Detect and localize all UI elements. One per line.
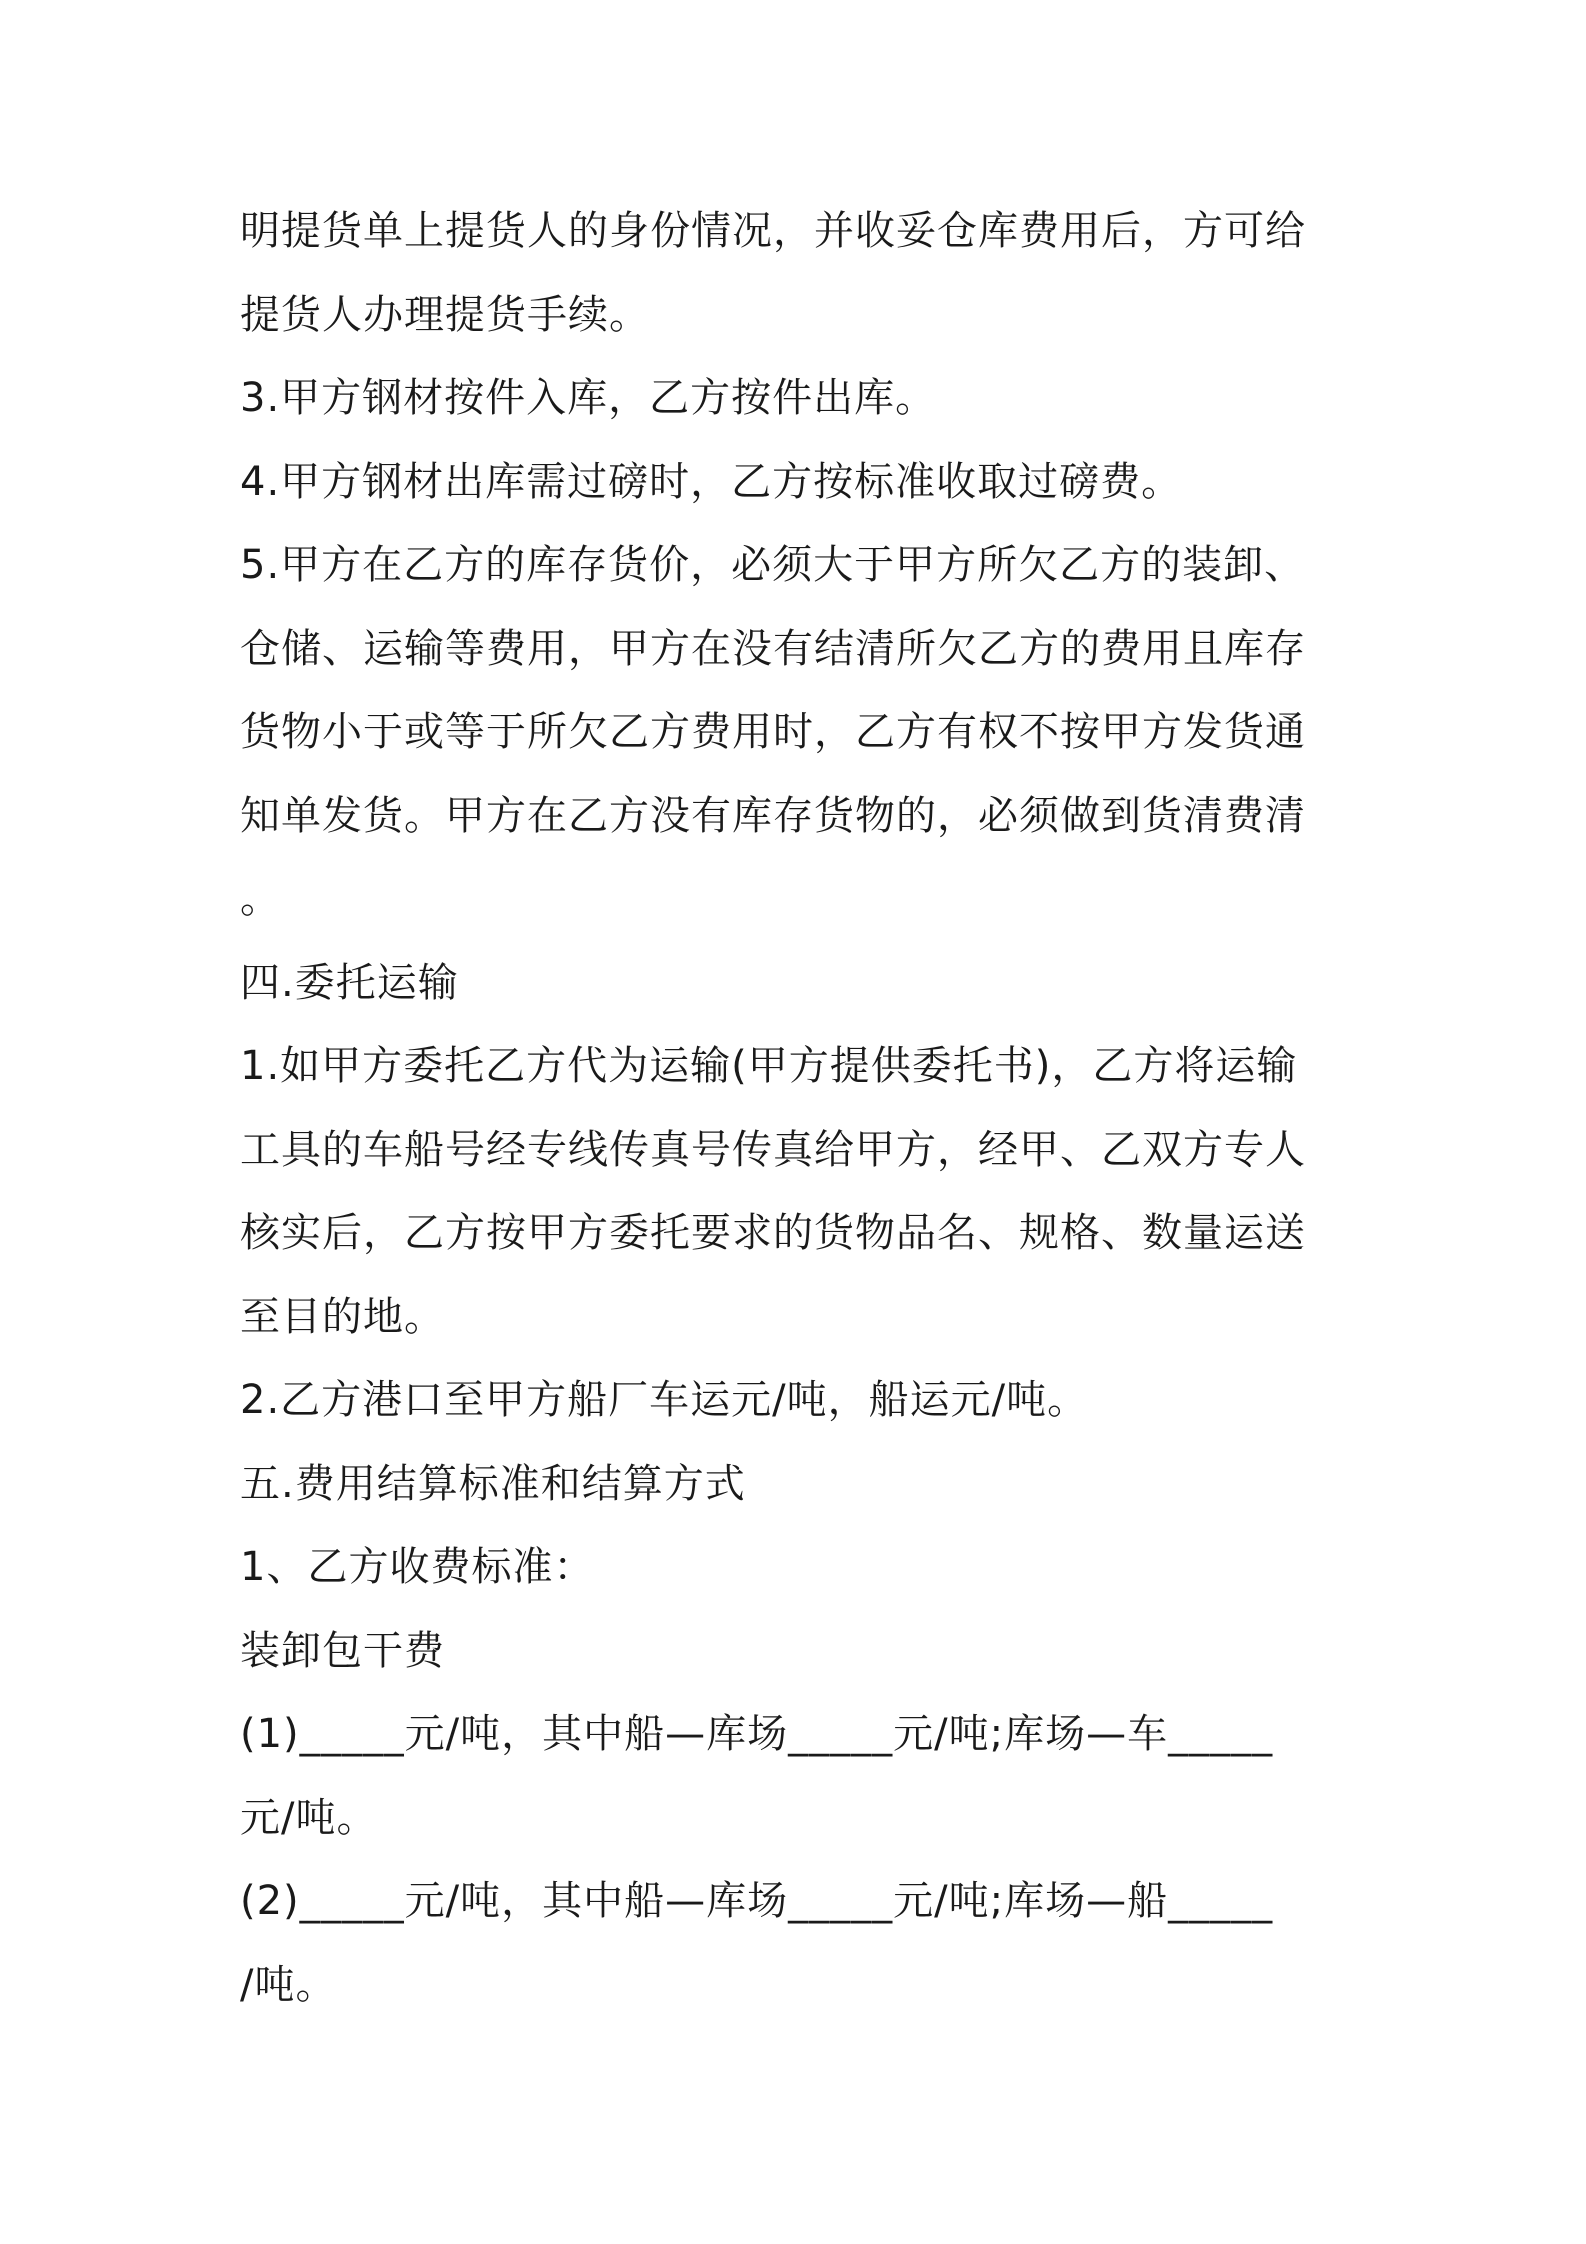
text-line: /吨。 <box>240 1961 337 2008</box>
section-heading: 五.费用结算标准和结算方式 <box>240 1460 746 1507</box>
text-line: (2)_____元/吨，其中船—库场_____元/吨;库场—船_____ <box>240 1878 1274 1924</box>
text-line: 货物小于或等于所欠乙方费用时，乙方有权不按甲方发货通 <box>240 709 1306 755</box>
text-line: 仓储、运输等费用，甲方在没有结清所欠乙方的费用且库存 <box>240 625 1306 672</box>
text-line: 知单发货。甲方在乙方没有库存货物的，必须做到货清费清 <box>240 792 1306 839</box>
text-line: 核实后，乙方按甲方委托要求的货物品名、规格、数量运送 <box>240 1210 1306 1256</box>
text-line: (1)_____元/吨，其中船—库场_____元/吨;库场—车_____ <box>240 1711 1274 1757</box>
text-line: 3.甲方钢材按件入库，乙方按件出库。 <box>240 375 937 421</box>
text-line: 。 <box>240 876 281 922</box>
text-line: 提货人办理提货手续。 <box>240 291 650 338</box>
text-line: 1、乙方收费标准： <box>240 1544 595 1590</box>
text-line: 明提货单上提货人的身份情况，并收妥仓库费用后，方可给 <box>240 208 1306 254</box>
text-line: 5.甲方在乙方的库存货价，必须大于甲方所欠乙方的装卸、 <box>240 542 1306 588</box>
text-line: 工具的车船号经专线传真号传真给甲方，经甲、乙双方专人 <box>240 1126 1306 1173</box>
document-body <box>240 190 1360 2027</box>
section-heading: 四.委托运输 <box>240 959 459 1006</box>
text-line: 2.乙方港口至甲方船厂车运元/吨，船运元/吨。 <box>240 1377 1089 1423</box>
text-line: 1.如甲方委托乙方代为运输(甲方提供委托书)，乙方将运输 <box>240 1043 1298 1089</box>
text-line: 元/吨。 <box>240 1794 378 1841</box>
text-line: 4.甲方钢材出库需过磅时，乙方按标准收取过磅费。 <box>240 458 1183 505</box>
text-line: 至目的地。 <box>240 1293 445 1340</box>
text-line: 装卸包干费 <box>240 1627 445 1674</box>
